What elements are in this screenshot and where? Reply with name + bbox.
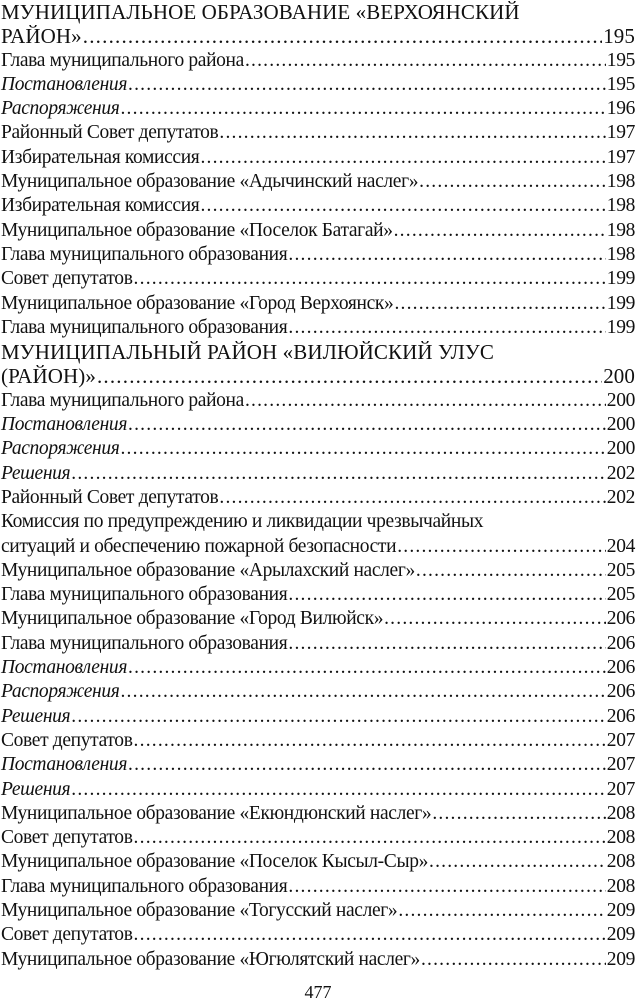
dot-leader	[97, 364, 602, 388]
toc-line	[1, 437, 635, 461]
toc-entry-page: 200	[603, 364, 635, 389]
toc-entry-page: 208	[606, 851, 635, 873]
dot-leader	[83, 24, 602, 48]
toc-entry-title: Избирательная комиссия	[1, 195, 200, 217]
toc-line	[1, 899, 635, 923]
toc-entry-title: Совет депутатов	[1, 924, 133, 946]
toc-entry-page: 199	[606, 316, 635, 338]
toc-entry-title: ситуаций и обеспечению пожарной безопасности	[1, 535, 397, 557]
toc-line	[1, 510, 635, 534]
toc-line	[1, 243, 635, 267]
toc-entry-title: Глава муниципального образования	[1, 316, 288, 338]
toc-line	[1, 607, 635, 631]
toc-line	[1, 49, 635, 73]
toc-entry-title: Комиссия по предупреждению и ликвидации чрезвычайных	[1, 511, 484, 533]
toc-entry-title: Постановления	[1, 73, 128, 95]
toc-line	[1, 267, 635, 291]
toc-entry	[1, 73, 635, 97]
dot-leader	[200, 194, 605, 218]
dot-leader	[71, 778, 606, 802]
toc-line	[1, 292, 635, 316]
dot-leader	[432, 802, 605, 826]
dot-leader	[288, 632, 605, 656]
toc-entry-title: Постановления	[1, 414, 128, 436]
toc-entry-page: 208	[606, 802, 635, 824]
toc-entry-page: 206	[606, 608, 635, 630]
toc-entry-title: Муниципальное образование «Поселок Кысыл-Сыр»	[1, 851, 428, 873]
toc-entry-title: Глава муниципального образования	[1, 243, 288, 265]
toc-entry	[1, 389, 635, 413]
dot-leader	[134, 826, 606, 850]
toc-entry	[1, 778, 635, 802]
toc-line	[1, 826, 635, 850]
toc-entry-page: 208	[606, 875, 635, 897]
toc-entry-title: Распоряжения	[1, 681, 120, 703]
toc-entry-page: 197	[606, 146, 635, 168]
dot-leader	[398, 899, 605, 923]
toc-entry	[1, 292, 635, 316]
dot-leader	[394, 219, 606, 243]
dot-leader	[384, 607, 606, 631]
toc-entry	[1, 802, 635, 826]
toc-entry	[1, 607, 635, 631]
toc-entry	[1, 437, 635, 461]
toc-line	[1, 705, 635, 729]
toc-entry-title: Муниципальное образование «Город Вилюйск»	[1, 608, 384, 630]
toc-entry-title: Решения	[1, 778, 71, 800]
toc-entry	[1, 850, 635, 874]
toc-line	[1, 194, 635, 218]
dot-leader	[429, 850, 606, 874]
toc-line	[1, 97, 635, 121]
dot-leader	[245, 49, 606, 73]
toc-entry	[1, 462, 635, 486]
dot-leader	[419, 170, 606, 194]
toc-entry-page: 206	[606, 705, 635, 727]
toc-line	[1, 948, 635, 972]
dot-leader	[288, 583, 605, 607]
toc-entry-page: 205	[606, 559, 635, 581]
toc-line	[1, 316, 635, 340]
toc-entry	[1, 267, 635, 291]
toc-line	[1, 753, 635, 777]
dot-leader	[134, 729, 606, 753]
toc-entry-title: Глава муниципального образования	[1, 632, 288, 654]
toc-entry	[1, 510, 635, 559]
toc-entry-title: Решения	[1, 462, 71, 484]
toc-entry	[1, 656, 635, 680]
toc-entry	[1, 680, 635, 704]
dot-leader	[128, 73, 606, 97]
toc-line	[1, 486, 635, 510]
dot-leader	[71, 462, 606, 486]
toc-entry-page: 197	[606, 122, 635, 144]
toc-line	[1, 778, 635, 802]
dot-leader	[120, 680, 605, 704]
dot-leader	[394, 292, 605, 316]
toc-entry	[1, 121, 635, 145]
toc-entry	[1, 170, 635, 194]
toc-entry-title: МУНИЦИПАЛЬНОЕ ОБРАЗОВАНИЕ «ВЕРХОЯНСКИЙ	[1, 0, 520, 24]
toc-entry-page: 198	[606, 243, 635, 265]
toc-entry	[1, 583, 635, 607]
toc-entry-page: 196	[606, 98, 635, 120]
toc-line	[1, 923, 635, 947]
toc-line	[1, 462, 635, 486]
toc-entry-page: 206	[606, 657, 635, 679]
toc-entry-title: Распоряжения	[1, 438, 120, 460]
toc-line	[1, 24, 635, 48]
toc-entry	[1, 948, 635, 972]
toc-line	[1, 121, 635, 145]
toc-line	[1, 632, 635, 656]
toc-entry-title: Совет депутатов	[1, 827, 133, 849]
toc-line	[1, 146, 635, 170]
dot-leader	[134, 923, 606, 947]
toc-entry	[1, 632, 635, 656]
dot-leader	[421, 948, 606, 972]
dot-leader	[134, 267, 606, 291]
dot-leader	[128, 656, 606, 680]
toc-entry-title: Совет депутатов	[1, 729, 133, 751]
dot-leader	[245, 389, 606, 413]
toc-entry-page: 198	[606, 171, 635, 193]
toc-entry	[1, 0, 635, 49]
toc-line	[1, 219, 635, 243]
toc-entry-page: 199	[606, 268, 635, 290]
toc-entry	[1, 486, 635, 510]
toc-entry	[1, 923, 635, 947]
toc-entry-title: МУНИЦИПАЛЬНЫЙ РАЙОН «ВИЛЮЙСКИЙ УЛУС	[1, 340, 495, 365]
toc-line	[1, 583, 635, 607]
toc-entry	[1, 875, 635, 899]
toc-entry-title: Муниципальное образование «Екюндюнский наслег»	[1, 802, 432, 824]
toc-entry-title: Муниципальное образование «Арылахский наслег»	[1, 559, 415, 581]
dot-leader	[120, 437, 605, 461]
toc-entry-page: 198	[606, 195, 635, 217]
toc-line	[1, 389, 635, 413]
toc-entry	[1, 753, 635, 777]
toc-entry	[1, 340, 635, 389]
toc-entry-title: Глава муниципального района	[1, 49, 244, 71]
toc-entry-page: 207	[606, 729, 635, 751]
toc-entry-page: 200	[606, 414, 635, 436]
toc-entry-title: (РАЙОН)»	[1, 364, 96, 389]
toc-entry-page: 199	[606, 292, 635, 314]
dot-leader	[219, 486, 605, 510]
dot-leader	[288, 243, 605, 267]
toc-entry-page: 207	[606, 778, 635, 800]
toc-line	[1, 0, 635, 24]
toc-line	[1, 656, 635, 680]
toc-entry-title: Глава муниципального образования	[1, 875, 288, 897]
dot-leader	[200, 146, 605, 170]
toc-entry-title: Постановления	[1, 754, 128, 776]
toc-entry	[1, 899, 635, 923]
toc-entry	[1, 705, 635, 729]
toc-entry-title: Избирательная комиссия	[1, 146, 200, 168]
toc-entry-page: 195	[603, 24, 635, 49]
toc-entry-title: Глава муниципального образования	[1, 584, 288, 606]
toc-entry-page: 209	[606, 924, 635, 946]
toc-entry-title: Распоряжения	[1, 98, 120, 120]
toc-line	[1, 535, 635, 559]
toc-entry	[1, 826, 635, 850]
toc-line	[1, 559, 635, 583]
dot-leader	[71, 705, 606, 729]
toc-entry-page: 206	[606, 681, 635, 703]
toc-line	[1, 413, 635, 437]
page-number: 477	[304, 982, 332, 1002]
toc-entry-page: 202	[606, 462, 635, 484]
dot-leader	[288, 875, 605, 899]
toc-entry-page: 200	[606, 438, 635, 460]
dot-leader	[219, 121, 605, 145]
toc-entry	[1, 97, 635, 121]
dot-leader	[128, 413, 606, 437]
toc-entry	[1, 559, 635, 583]
table-of-contents	[1, 0, 635, 972]
toc-entry	[1, 219, 635, 243]
toc-entry	[1, 146, 635, 170]
toc-line	[1, 850, 635, 874]
toc-entry-title: Совет депутатов	[1, 268, 133, 290]
toc-entry-title: РАЙОН»	[1, 24, 82, 49]
toc-entry-page: 205	[606, 584, 635, 606]
toc-entry-page: 200	[606, 389, 635, 411]
toc-entry	[1, 243, 635, 267]
toc-entry-title: Муниципальное образование «Поселок Батагай»	[1, 219, 393, 241]
toc-entry-title: Решения	[1, 705, 71, 727]
toc-entry-page: 208	[606, 827, 635, 849]
toc-entry	[1, 316, 635, 340]
toc-line	[1, 875, 635, 899]
toc-entry-title: Муниципальное образование «Адычинский наслег»	[1, 171, 419, 193]
toc-entry-title: Постановления	[1, 657, 128, 679]
toc-entry-page: 207	[606, 754, 635, 776]
toc-entry-title: Районный Совет депутатов	[1, 486, 219, 508]
toc-entry	[1, 194, 635, 218]
toc-entry-title: Муниципальное образование «Тогусский наслег»	[1, 899, 398, 921]
dot-leader	[288, 316, 605, 340]
toc-entry	[1, 729, 635, 753]
toc-line	[1, 340, 635, 364]
dot-leader	[397, 535, 606, 559]
toc-entry-title: Муниципальное образование «Югюлятский наслег»	[1, 948, 420, 970]
toc-entry-title: Муниципальное образование «Город Верхоянск»	[1, 292, 394, 314]
toc-entry-page: 202	[606, 486, 635, 508]
toc-entry-page: 198	[606, 219, 635, 241]
toc-line	[1, 73, 635, 97]
toc-entry-page: 204	[606, 535, 635, 557]
toc-entry-page: 195	[606, 49, 635, 71]
toc-entry-title: Районный Совет депутатов	[1, 122, 219, 144]
toc-line	[1, 729, 635, 753]
toc-line	[1, 680, 635, 704]
toc-entry-title: Глава муниципального района	[1, 389, 244, 411]
toc-entry-page: 209	[606, 899, 635, 921]
toc-line	[1, 802, 635, 826]
dot-leader	[416, 559, 606, 583]
toc-entry	[1, 413, 635, 437]
toc-line	[1, 364, 635, 388]
dot-leader	[128, 753, 606, 777]
toc-entry-page: 206	[606, 632, 635, 654]
toc-entry-page: 209	[606, 948, 635, 970]
toc-entry-page: 195	[606, 73, 635, 95]
toc-line	[1, 170, 635, 194]
toc-entry	[1, 49, 635, 73]
dot-leader	[120, 97, 605, 121]
